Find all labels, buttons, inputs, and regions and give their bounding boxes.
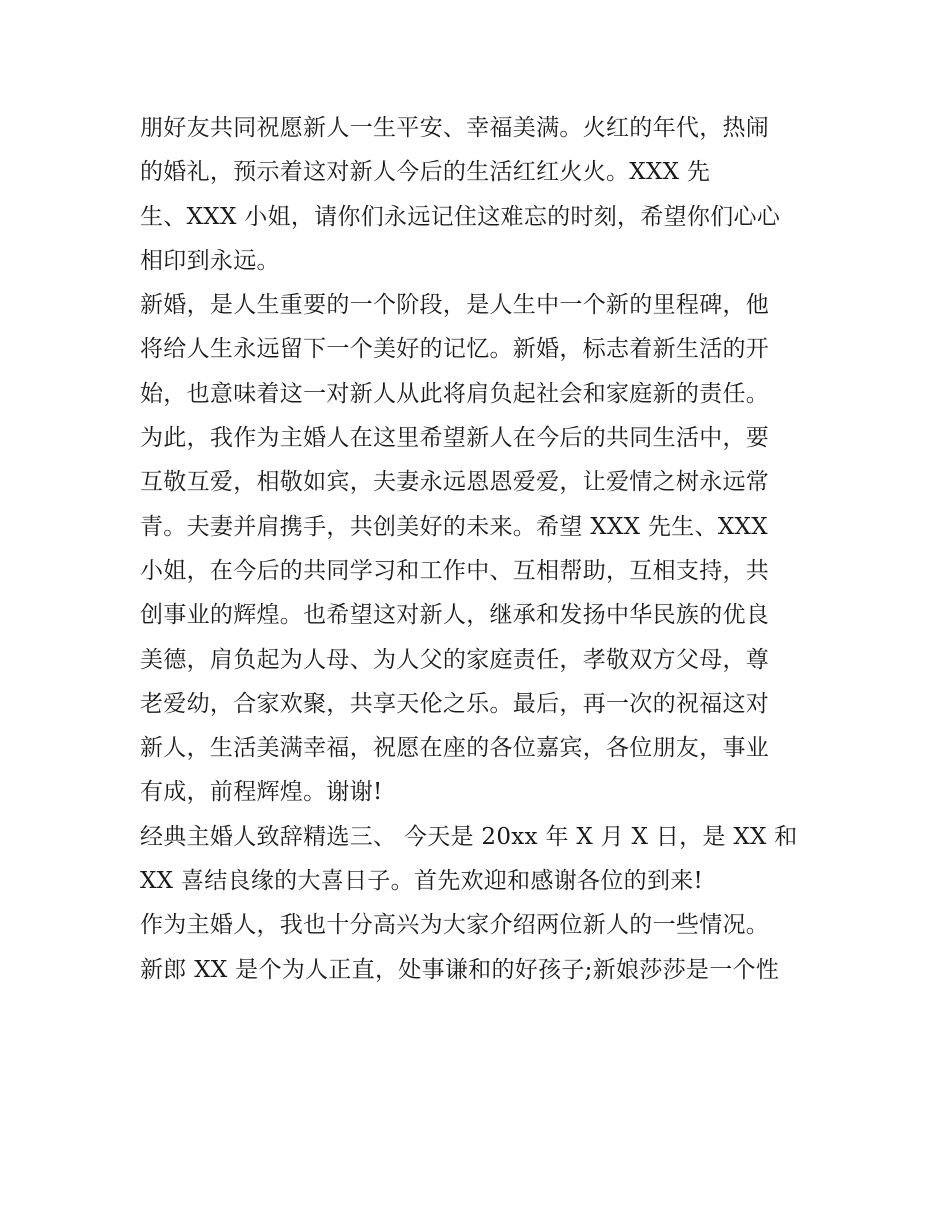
text-line: 互敬互爱，相敬如宾，夫妻永远恩恩爱爱，让爱情之树永远常 [140,469,770,496]
text-line: 为此，我作为主婚人在这里希望新人在今后的共同生活中，要 [140,425,770,452]
text-line: 美德，肩负起为人母、为人父的家庭责任，孝敬双方父母，尊 [140,646,770,673]
text-line: 始，也意味着这一对新人从此将肩负起社会和家庭新的责任。 [140,380,770,407]
text-line: 有成，前程辉煌。谢谢! [140,779,383,806]
text-line: 朋好友共同祝愿新人一生平安、幸福美满。火红的年代，热闹 [140,115,770,141]
text-line: 将给人生永远留下一个美好的记忆。新婚，标志着新生活的开 [140,336,770,363]
text-line: 新人，生活美满幸福，祝愿在座的各位嘉宾，各位朋友，事业 [140,735,770,762]
text-line: 创事业的辉煌。也希望这对新人，继承和发扬中华民族的优良 [140,602,770,629]
text-line: 青。夫妻并肩携手，共创美好的未来。希望 XXX 先生、XXX [140,513,768,540]
text-line: 老爱幼，合家欢聚，共享天伦之乐。最后，再一次的祝福这对 [140,690,770,717]
text-line: 相印到永远。 [140,247,280,274]
body-text [140,106,830,992]
text-line: 新婚，是人生重要的一个阶段，是人生中一个新的里程碑，他 [140,292,770,319]
text-line: 的婚礼，预示着这对新人今后的生活红红火火。XXX 先 [140,159,711,186]
text-line: XX 喜结良缘的大喜日子。首先欢迎和感谢各位的到来! [140,868,704,895]
text-line: 小姐，在今后的共同学习和工作中、互相帮助，互相支持，共 [140,557,770,584]
text-line: 作为主婚人，我也十分高兴为大家介绍两位新人的一些情况。 [140,912,770,939]
text-line: 经典主婚人致辞精选三、 今天是 20xx 年 X 月 X 日，是 XX 和 [140,823,798,850]
text-line: 新郎 XX 是个为人正直，处事谦和的好孩子;新娘莎莎是一个性 [140,956,780,983]
text-line: 生、XXX 小姐，请你们永远记住这难忘的时刻，希望你们心心 [140,203,781,230]
